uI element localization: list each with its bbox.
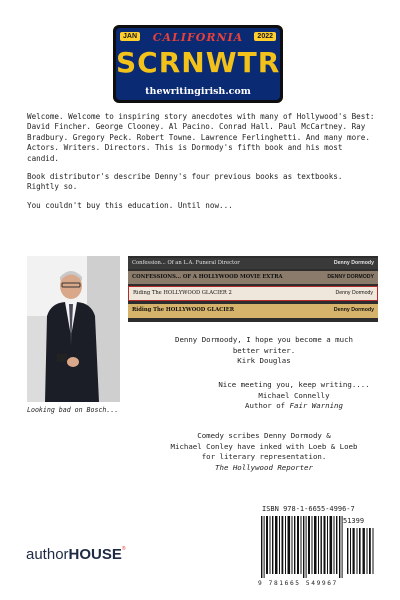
plate-body	[116, 28, 280, 100]
quote-line: better writer.	[232, 345, 296, 355]
author-photo	[27, 256, 120, 402]
plate-year-sticker: 2022	[254, 32, 276, 41]
publisher-logo	[26, 546, 126, 563]
quote-line: Denny Dormoody, I hope you become a much	[175, 335, 353, 344]
quote-line: Comedy scribes Denny Dormody &	[197, 431, 331, 440]
book-title: Riding The HOLLYWOOD GLACIER 2	[133, 289, 232, 296]
quote-attribution: Kirk Douglas	[237, 356, 291, 366]
photo-caption: Looking bad on Bosch...	[27, 406, 119, 414]
book-spine	[128, 258, 378, 269]
book-author: Denny Dormody	[333, 307, 374, 314]
book-spine	[128, 271, 378, 284]
book-spine	[128, 286, 378, 301]
logo-part-house: HOUSE	[68, 546, 122, 563]
isbn-label: ISBN 978-1-6655-4996-7	[262, 505, 355, 513]
intro-text	[27, 112, 377, 219]
book-stack-image	[128, 256, 378, 322]
license-plate-logo	[113, 25, 283, 103]
logo-part-author: author	[26, 546, 69, 563]
book-title: Riding The HOLLYWOOD GLACIER	[132, 307, 234, 314]
plate-number: SCRNWTR	[116, 46, 280, 79]
book-spine	[128, 304, 378, 318]
intro-paragraph-1: Welcome. Welcome to inspiring story anecdotes with many of Hollywood's Best: David Fincher. George Clooney. Al Pacino. Conrad Hall. Paul McCartney. Ray Bradbury. Gregory Peck. Robert Towne. Lawrence Ferlinghetti. And many more. Actors. Writers. Directors. This is Dormody's fifth book and his most candid.	[27, 112, 375, 163]
quote-michael-connelly	[210, 380, 378, 412]
logo-registered-mark: ®	[121, 546, 126, 552]
quote-hollywood-reporter	[150, 431, 378, 473]
barcode-digits: 9 781665 549967	[258, 580, 338, 587]
quote-source-prefix: Author of	[245, 401, 290, 411]
quote-source	[210, 401, 378, 412]
intro-paragraph-2: Book distributor's describe Denny's four previous books as textbooks. Rightly so.	[27, 172, 343, 192]
quote-line: Michael Conley have inked with Loeb & Loeb	[170, 441, 358, 451]
book-title: CONFESSIONS... OF A HOLLYWOOD MOVIE EXTRA	[132, 273, 283, 280]
quote-kirk-douglas	[150, 335, 378, 367]
book-title: Confession... Of an L.A. Funeral Director	[132, 259, 240, 266]
author-photo-illustration	[27, 256, 120, 402]
barcode	[261, 516, 376, 578]
plate-url: thewritingirish.com	[145, 86, 251, 97]
book-author: Denny Dormody	[333, 259, 374, 266]
book-author: DENNY DORMODY	[327, 273, 374, 280]
quote-attribution: Michael Connelly	[258, 390, 330, 400]
plate-state: CALIFORNIA	[152, 31, 244, 44]
quote-source-title: Fair Warning	[289, 401, 343, 411]
quote-source: The Hollywood Reporter	[215, 462, 313, 472]
price-code: 51399	[343, 517, 365, 525]
quote-line: for literary representation.	[201, 452, 327, 462]
quote-line: Nice meeting you, keep writing....	[218, 380, 370, 389]
book-author: Denny Dormody	[335, 289, 373, 296]
intro-paragraph-3: You couldn't buy this education. Until now...	[27, 200, 233, 210]
plate-month-sticker: JAN	[120, 32, 140, 41]
